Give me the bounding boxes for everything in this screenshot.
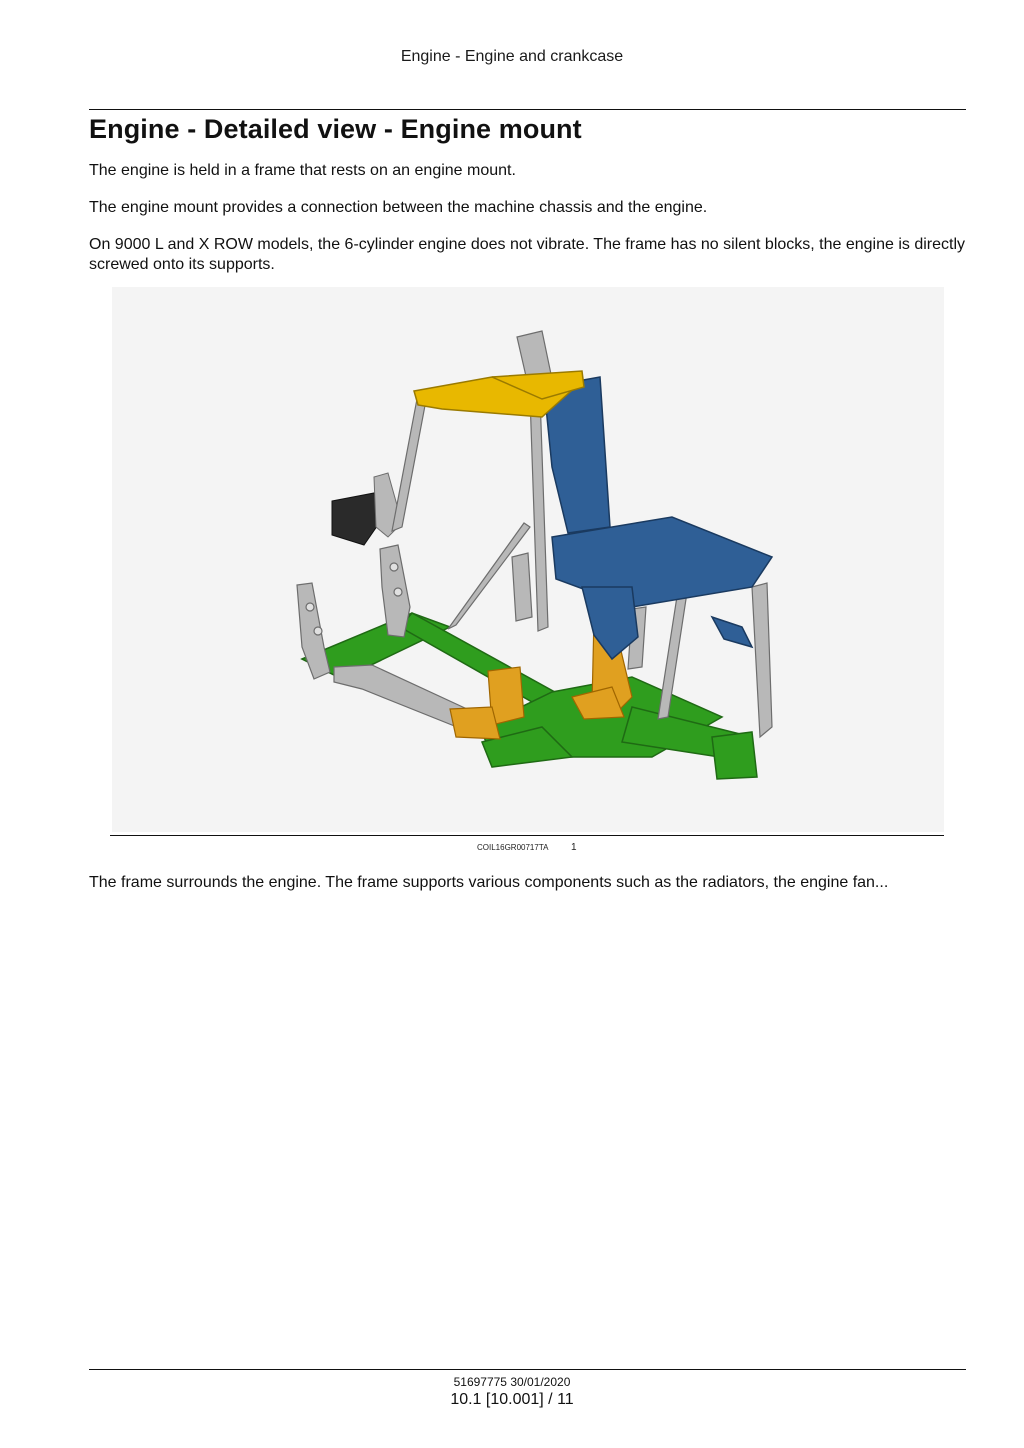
section-title: Engine - Detailed view - Engine mount	[89, 114, 582, 144]
engine-mount-illustration	[112, 287, 944, 832]
running-header: Engine - Engine and crankcase	[400, 48, 624, 65]
figure-code: COIL16GR00717TA	[477, 843, 549, 852]
paragraph-frame-components: The frame surrounds the engine. The frame supports various components such as the radiators, the engine fan...	[89, 874, 889, 891]
black-bracket	[332, 473, 402, 545]
figure-rule	[110, 835, 944, 836]
footer-document-ref: 51697775 30/01/2020	[453, 1375, 571, 1389]
footer-page-ref: 10.1 [10.001] / 11	[450, 1391, 574, 1408]
paragraph-engine-frame: The engine is held in a frame that rests on an engine mount.	[89, 162, 516, 179]
paragraph-row-models: On 9000 L and X ROW models, the 6-cylinder engine does not vibrate. The frame has no silent blocks, the engine is directly screwed onto its supports.	[89, 236, 966, 273]
figure-number: 1	[571, 842, 577, 853]
paragraph-engine-mount: The engine mount provides a connection between the machine chassis and the engine.	[89, 199, 708, 216]
base-rails	[302, 613, 757, 779]
footer-rule	[89, 1369, 966, 1370]
side-frame	[544, 377, 772, 659]
header-rule	[89, 109, 966, 110]
